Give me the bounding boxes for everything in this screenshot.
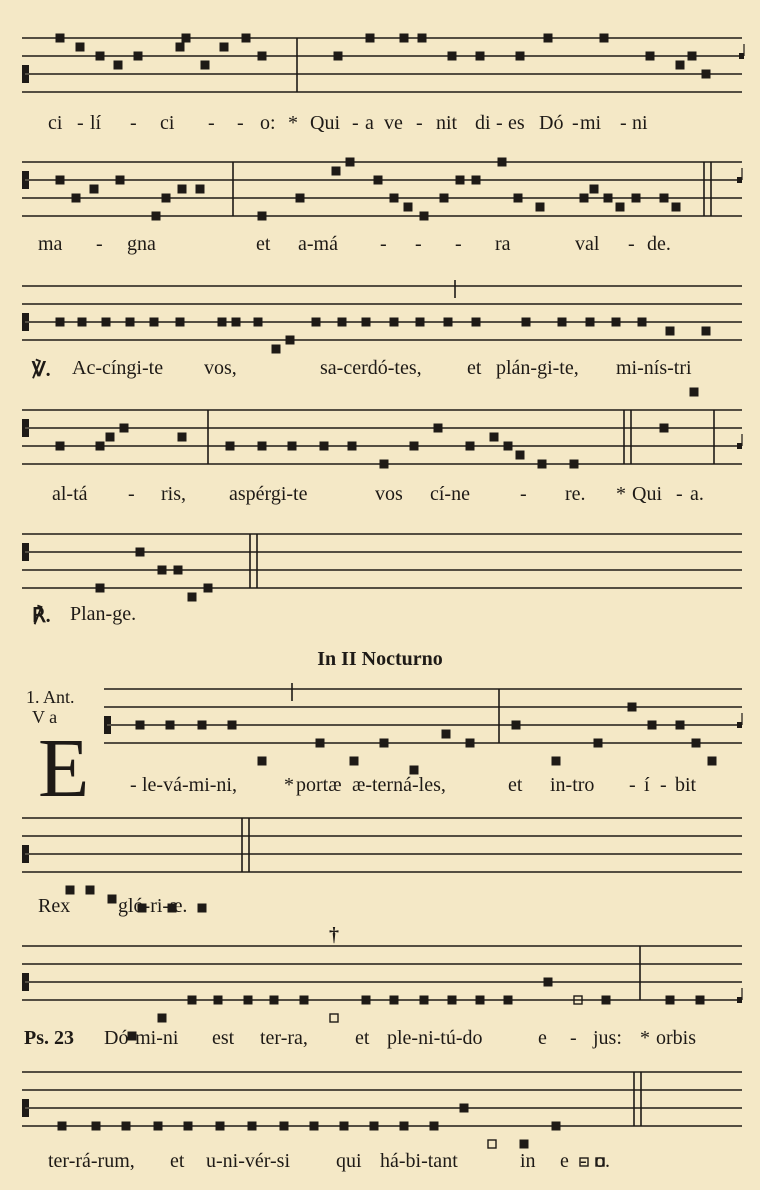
punctum-icon	[472, 318, 481, 327]
c-clef-icon	[22, 845, 25, 863]
c-clef-icon	[104, 716, 107, 734]
punctum-icon	[544, 34, 553, 43]
custos-icon	[737, 997, 742, 1003]
syllable: sa-cerdó-tes,	[320, 357, 422, 379]
punctum-icon	[162, 194, 171, 203]
syllable: et	[170, 1150, 185, 1172]
punctum-icon	[150, 318, 159, 327]
punctum-icon	[72, 194, 81, 203]
c-clef-icon	[22, 171, 25, 189]
punctum-icon	[174, 566, 183, 575]
punctum-icon	[340, 1122, 349, 1131]
punctum-icon	[248, 1122, 257, 1131]
antiphon-mode: V a	[32, 706, 58, 727]
syllable: Plan-ge.	[70, 603, 137, 625]
punctum-icon	[580, 194, 589, 203]
punctum-icon	[390, 194, 399, 203]
punctum-icon	[108, 895, 117, 904]
punctum-icon	[116, 176, 125, 185]
punctum-icon	[660, 424, 669, 433]
punctum-icon	[362, 318, 371, 327]
punctum-icon	[226, 442, 235, 451]
syllable: ci	[48, 112, 63, 134]
punctum-icon	[90, 185, 99, 194]
syllable: ra	[495, 233, 511, 255]
syllable: vos	[375, 483, 403, 505]
punctum-icon	[498, 158, 507, 167]
syllable: -	[572, 112, 579, 134]
section-heading: In II Nocturno	[317, 648, 443, 670]
syllable: re.	[565, 483, 586, 505]
syllable: -	[208, 112, 215, 134]
punctum-icon	[488, 1140, 496, 1148]
punctum-icon	[472, 176, 481, 185]
punctum-icon	[320, 442, 329, 451]
syllable: -	[580, 1150, 587, 1172]
punctum-icon	[420, 996, 429, 1005]
syllable: -	[77, 112, 84, 134]
punctum-icon	[666, 327, 675, 336]
punctum-icon	[604, 194, 613, 203]
syllable: ci	[160, 112, 175, 134]
punctum-icon	[204, 584, 213, 593]
syllable: jus:	[593, 1027, 622, 1049]
punctum-icon	[536, 203, 545, 212]
punctum-icon	[182, 34, 191, 43]
syllable: Qui	[310, 112, 340, 134]
punctum-icon	[198, 904, 207, 913]
punctum-icon	[400, 1122, 409, 1131]
syllable: o.	[595, 1150, 610, 1172]
c-clef-icon	[22, 313, 25, 331]
syllable: cí-ne	[430, 483, 470, 505]
punctum-icon	[690, 388, 699, 397]
syllable: et	[508, 774, 523, 796]
punctum-icon	[272, 345, 281, 354]
punctum-icon	[96, 52, 105, 61]
punctum-icon	[632, 194, 641, 203]
punctum-icon	[416, 318, 425, 327]
punctum-icon	[216, 1122, 225, 1131]
response-sign: ℟.	[32, 605, 51, 627]
punctum-icon	[512, 721, 521, 730]
punctum-icon	[590, 185, 599, 194]
c-clef-icon	[22, 543, 25, 561]
syllable: ter-rá-rum,	[48, 1150, 135, 1172]
punctum-icon	[312, 318, 321, 327]
punctum-icon	[334, 52, 343, 61]
syllable: a.	[690, 483, 704, 505]
punctum-icon	[404, 203, 413, 212]
punctum-icon	[676, 61, 685, 70]
punctum-icon	[348, 442, 357, 451]
syllable: -	[128, 483, 135, 505]
punctum-icon	[134, 52, 143, 61]
punctum-icon	[288, 442, 297, 451]
punctum-icon	[702, 327, 711, 336]
punctum-icon	[410, 442, 419, 451]
punctum-icon	[370, 1122, 379, 1131]
syllable: -	[237, 112, 244, 134]
syllable: Dó	[539, 112, 564, 134]
syllable: in	[520, 1150, 536, 1172]
punctum-icon	[390, 996, 399, 1005]
punctum-icon	[176, 43, 185, 52]
punctum-icon	[56, 34, 65, 43]
punctum-icon	[258, 442, 267, 451]
syllable: et	[355, 1027, 370, 1049]
punctum-icon	[570, 460, 579, 469]
punctum-icon	[586, 318, 595, 327]
punctum-icon	[120, 424, 129, 433]
punctum-icon	[92, 1122, 101, 1131]
punctum-icon	[666, 996, 675, 1005]
c-clef-icon	[22, 973, 25, 991]
punctum-icon	[106, 433, 115, 442]
syllable: -	[660, 774, 667, 796]
custos-icon	[737, 443, 742, 449]
punctum-icon	[338, 318, 347, 327]
syllable: le-vá-mi-ni,	[142, 774, 237, 796]
punctum-icon	[708, 757, 717, 766]
punctum-icon	[218, 318, 227, 327]
initial-letter: E	[38, 722, 90, 815]
punctum-icon	[178, 185, 187, 194]
punctum-icon	[628, 703, 637, 712]
punctum-icon	[122, 1122, 131, 1131]
punctum-icon	[460, 1104, 469, 1113]
punctum-icon	[692, 739, 701, 748]
punctum-icon	[58, 1122, 67, 1131]
punctum-icon	[114, 61, 123, 70]
punctum-icon	[538, 460, 547, 469]
punctum-icon	[390, 318, 399, 327]
syllable: orbis	[656, 1027, 696, 1049]
punctum-icon	[126, 318, 135, 327]
punctum-icon	[316, 739, 325, 748]
syllable: -	[676, 483, 683, 505]
syllable: mi	[580, 112, 602, 134]
syllable: Rex	[38, 895, 71, 917]
punctum-icon	[198, 721, 207, 730]
punctum-icon	[136, 548, 145, 557]
punctum-icon	[96, 442, 105, 451]
punctum-icon	[648, 721, 657, 730]
syllable: Qui	[632, 483, 662, 505]
punctum-icon	[346, 158, 355, 167]
punctum-icon	[56, 442, 65, 451]
punctum-icon	[78, 318, 87, 327]
punctum-icon	[444, 318, 453, 327]
punctum-icon	[374, 176, 383, 185]
syllable: vos,	[204, 357, 237, 379]
punctum-icon	[300, 996, 309, 1005]
dagger-sign: †	[329, 924, 339, 946]
punctum-icon	[188, 593, 197, 602]
punctum-icon	[214, 996, 223, 1005]
syllable: -	[380, 233, 387, 255]
syllable: di	[475, 112, 491, 134]
psalm-number: Ps. 23	[24, 1027, 74, 1049]
syllable: in-tro	[550, 774, 595, 796]
punctum-icon	[558, 318, 567, 327]
punctum-icon	[330, 1014, 338, 1022]
punctum-icon	[158, 566, 167, 575]
punctum-icon	[154, 1122, 163, 1131]
syllable: es	[508, 112, 525, 134]
syllable: -	[415, 233, 422, 255]
syllable: ni	[632, 112, 648, 134]
punctum-icon	[196, 185, 205, 194]
punctum-icon	[448, 996, 457, 1005]
syllable: -	[455, 233, 462, 255]
syllable: gló-ri-æ.	[118, 895, 188, 917]
c-clef-icon	[22, 1099, 25, 1117]
punctum-icon	[420, 212, 429, 221]
punctum-icon	[400, 34, 409, 43]
punctum-icon	[136, 721, 145, 730]
versicle-sign: ℣.	[32, 359, 51, 381]
punctum-icon	[552, 757, 561, 766]
syllable: mi-nís-tri	[616, 357, 692, 379]
punctum-icon	[434, 424, 443, 433]
syllable: ter-ra,	[260, 1027, 308, 1049]
syllable: í	[644, 774, 650, 796]
punctum-icon	[228, 721, 237, 730]
punctum-icon	[380, 739, 389, 748]
punctum-icon	[466, 442, 475, 451]
punctum-icon	[448, 52, 457, 61]
punctum-icon	[456, 176, 465, 185]
syllable: Ac-cíngi-te	[72, 357, 164, 379]
c-clef-icon	[22, 419, 25, 437]
punctum-icon	[362, 996, 371, 1005]
asterisk: *	[288, 112, 298, 134]
punctum-icon	[254, 318, 263, 327]
punctum-icon	[56, 176, 65, 185]
punctum-icon	[514, 194, 523, 203]
punctum-icon	[220, 43, 229, 52]
punctum-icon	[516, 52, 525, 61]
syllable: gna	[127, 233, 156, 255]
syllable: et	[467, 357, 482, 379]
punctum-icon	[366, 34, 375, 43]
punctum-icon	[258, 757, 267, 766]
punctum-icon	[522, 318, 531, 327]
punctum-icon	[600, 34, 609, 43]
syllable: qui	[336, 1150, 362, 1172]
punctum-icon	[418, 34, 427, 43]
punctum-icon	[286, 336, 295, 345]
punctum-icon	[56, 318, 65, 327]
punctum-icon	[332, 167, 341, 176]
punctum-icon	[672, 203, 681, 212]
antiphon-number: 1. Ant.	[26, 687, 75, 707]
punctum-icon	[440, 194, 449, 203]
syllable: ma	[38, 233, 63, 255]
punctum-icon	[476, 52, 485, 61]
asterisk: *	[616, 483, 626, 505]
syllable: a	[365, 112, 374, 134]
punctum-icon	[176, 318, 185, 327]
punctum-icon	[646, 52, 655, 61]
punctum-icon	[242, 34, 251, 43]
punctum-icon	[158, 1014, 167, 1023]
syllable: ple-ni-tú-do	[387, 1027, 483, 1049]
punctum-icon	[676, 721, 685, 730]
punctum-icon	[66, 886, 75, 895]
syllable: -	[130, 774, 137, 796]
syllable: -	[629, 774, 636, 796]
asterisk: *	[640, 1027, 650, 1049]
syllable: nit	[436, 112, 458, 134]
punctum-icon	[602, 996, 611, 1005]
syllable: -	[520, 483, 527, 505]
punctum-icon	[504, 442, 513, 451]
punctum-icon	[380, 460, 389, 469]
syllable: -	[570, 1027, 577, 1049]
punctum-icon	[184, 1122, 193, 1131]
syllable: -	[628, 233, 635, 255]
asterisk: *	[284, 774, 294, 796]
syllable: est	[212, 1027, 235, 1049]
syllable: e	[560, 1150, 569, 1172]
punctum-icon	[688, 52, 697, 61]
punctum-icon	[544, 978, 553, 987]
syllable: de.	[647, 233, 671, 255]
syllable: portæ	[296, 774, 342, 796]
punctum-icon	[430, 1122, 439, 1131]
punctum-icon	[466, 739, 475, 748]
syllable: -	[496, 112, 503, 134]
syllable: a-má	[298, 233, 338, 255]
syllable: u-ni-vér-si	[206, 1150, 291, 1172]
punctum-icon	[270, 996, 279, 1005]
punctum-icon	[152, 212, 161, 221]
syllable: plán-gi-te,	[496, 357, 579, 379]
syllable: et	[256, 233, 271, 255]
syllable: -	[416, 112, 423, 134]
punctum-icon	[476, 996, 485, 1005]
punctum-icon	[76, 43, 85, 52]
syllable: há-bi-tant	[380, 1150, 458, 1172]
punctum-icon	[504, 996, 513, 1005]
syllable: -	[620, 112, 627, 134]
syllable: bit	[675, 774, 697, 796]
punctum-icon	[552, 1122, 561, 1131]
punctum-icon	[442, 730, 451, 739]
syllable: aspérgi-te	[229, 483, 308, 505]
punctum-icon	[696, 996, 705, 1005]
punctum-icon	[166, 721, 175, 730]
punctum-icon	[258, 52, 267, 61]
punctum-icon	[96, 584, 105, 593]
punctum-icon	[201, 61, 210, 70]
punctum-icon	[638, 318, 647, 327]
syllable: e	[538, 1027, 547, 1049]
syllable: ve	[384, 112, 403, 134]
syllable: -	[130, 112, 137, 134]
punctum-icon	[350, 757, 359, 766]
syllable: -	[352, 112, 359, 134]
custos-icon	[737, 177, 742, 183]
punctum-icon	[232, 318, 241, 327]
custos-icon	[737, 722, 742, 728]
syllable: val	[575, 233, 600, 255]
punctum-icon	[102, 318, 111, 327]
syllable: æ-terná-les,	[352, 774, 446, 796]
punctum-icon	[244, 996, 253, 1005]
syllable: Dó-mi-ni	[104, 1027, 179, 1049]
syllable: o:	[260, 112, 276, 134]
syllable: al-tá	[52, 483, 88, 505]
syllable: ris,	[161, 483, 186, 505]
punctum-icon	[178, 433, 187, 442]
punctum-icon	[188, 996, 197, 1005]
syllable: lí	[90, 112, 102, 134]
punctum-icon	[594, 739, 603, 748]
punctum-icon	[296, 194, 305, 203]
custos-icon	[739, 53, 744, 59]
punctum-icon	[612, 318, 621, 327]
c-clef-icon	[22, 65, 25, 83]
punctum-icon	[660, 194, 669, 203]
syllable: -	[96, 233, 103, 255]
punctum-icon	[280, 1122, 289, 1131]
punctum-icon	[616, 203, 625, 212]
punctum-icon	[310, 1122, 319, 1131]
punctum-icon	[702, 70, 711, 79]
punctum-icon	[86, 886, 95, 895]
punctum-icon	[516, 451, 525, 460]
punctum-icon	[258, 212, 267, 221]
punctum-icon	[490, 433, 499, 442]
punctum-icon	[520, 1140, 529, 1149]
